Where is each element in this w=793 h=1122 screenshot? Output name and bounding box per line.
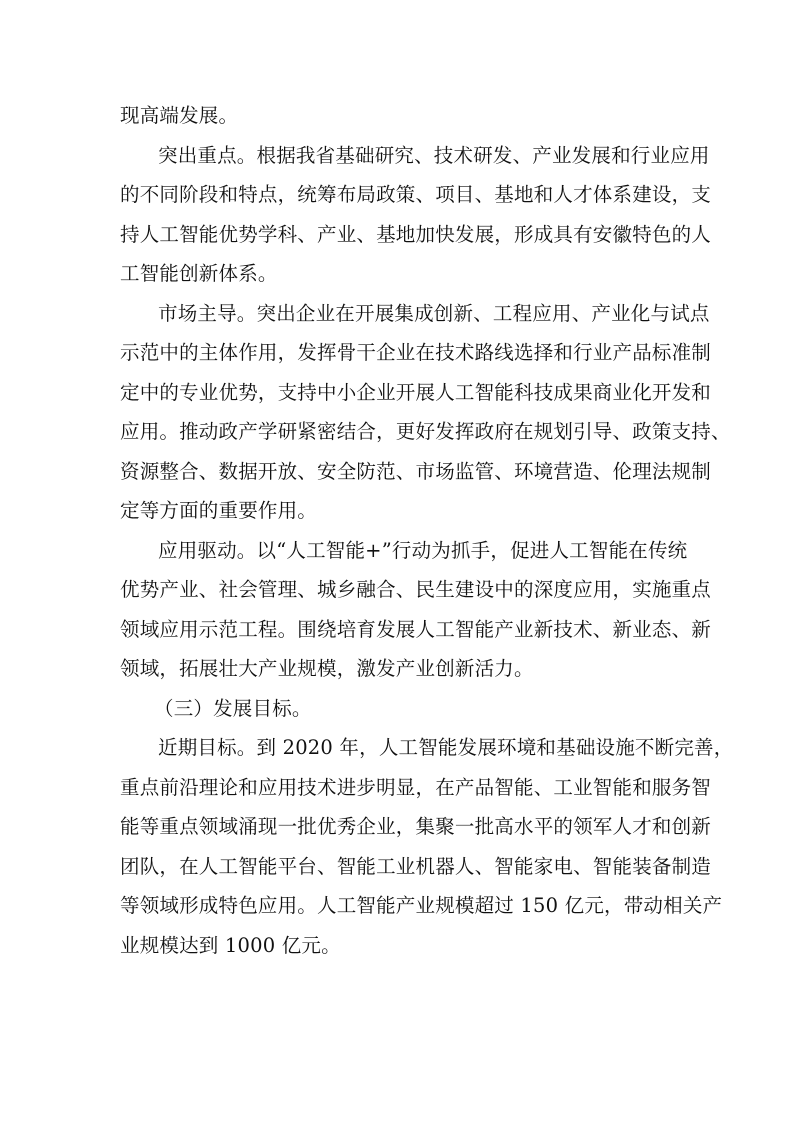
text-line: 重点前沿理论和应用技术进步明显，在产品智能、工业智能和服务智 bbox=[120, 775, 712, 799]
text-line: 资源整合、数据开放、安全防范、市场监管、环境营造、伦理法规制 bbox=[120, 459, 712, 483]
text-line: 领域应用示范工程。围绕培育发展人工智能产业新技术、新业态、新 bbox=[120, 617, 712, 641]
text-line: 现高端发展。 bbox=[120, 104, 239, 127]
paragraph-start-line: 市场主导。突出企业在开展集成创新、工程应用、产业化与试点 bbox=[158, 301, 710, 325]
text-line: 的不同阶段和特点，统筹布局政策、项目、基地和人才体系建设，支 bbox=[120, 183, 712, 206]
text-line: 能等重点领域涌现一批优秀企业，集聚一批高水平的领军人才和创新 bbox=[120, 815, 712, 838]
text-line: 定等方面的重要作用。 bbox=[120, 499, 318, 522]
text-line: 业规模达到 1000 亿元。 bbox=[120, 933, 341, 957]
text-line: 工智能创新体系。 bbox=[120, 262, 278, 285]
text-line: 定中的专业优势，支持中小企业开展人工智能科技成果商业化开发和 bbox=[120, 380, 712, 404]
text-line: 应用。推动政产学研紧密结合，更好发挥政府在规划引导、政策支持、 bbox=[120, 420, 731, 443]
paragraph-start-line: 突出重点。根据我省基础研究、技术研发、产业发展和行业应用 bbox=[158, 143, 710, 167]
text-line: 团队，在人工智能平台、智能工业机器人、智能家电、智能装备制造 bbox=[120, 854, 712, 878]
document-page bbox=[120, 96, 734, 965]
text-line: 优势产业、社会管理、城乡融合、民生建设中的深度应用，实施重点 bbox=[120, 578, 712, 601]
text-line: 领域，拓展壮大产业规模，激发产业创新活力。 bbox=[120, 657, 534, 680]
text-line: 等领域形成特色应用。人工智能产业规模超过 150 亿元，带动相关产 bbox=[120, 894, 723, 917]
paragraph-start-line: 应用驱动。以“人工智能+”行动为抓手，促进人工智能在传统 bbox=[158, 538, 688, 562]
text-line: 示范中的主体作用，发挥骨干企业在技术路线选择和行业产品标准制 bbox=[120, 341, 712, 364]
paragraph-start-line: 近期目标。到 2020 年，人工智能发展环境和基础设施不断完善， bbox=[158, 736, 734, 759]
section-heading: （三）发展目标。 bbox=[154, 696, 312, 720]
text-line: 持人工智能优势学科、产业、基地加快发展，形成具有安徽特色的人 bbox=[120, 222, 712, 246]
